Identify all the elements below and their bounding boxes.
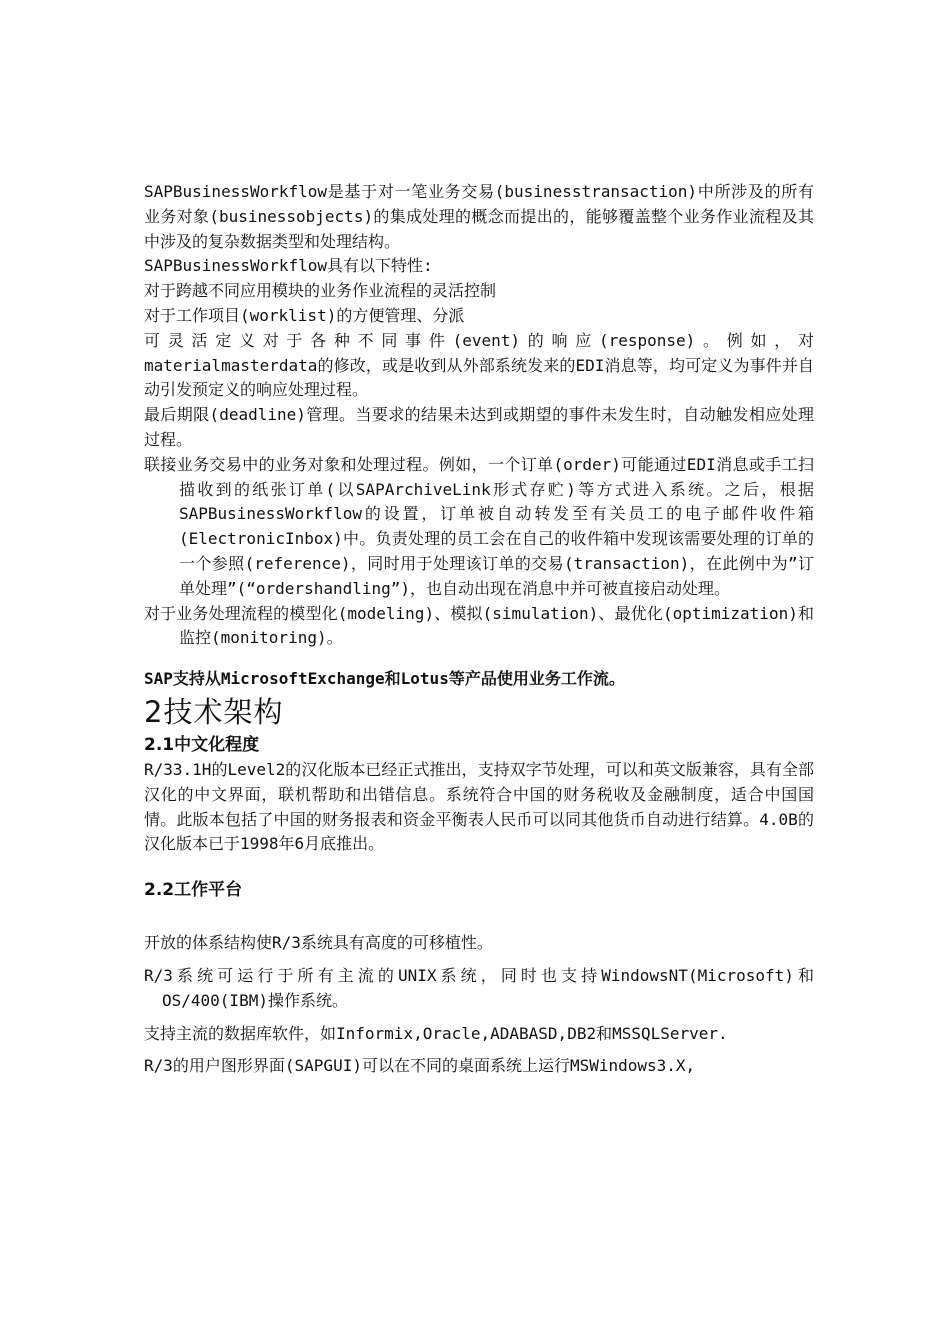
feature-item-2: 对于工作项目(worklist)的方便管理、分派 (144, 305, 465, 325)
document-page (144, 180, 814, 1079)
section-heading-2: 2技术架构 (144, 694, 284, 729)
section-heading-2-1: 2.1中文化程度 (144, 734, 260, 755)
feature-item-5: 联接业务交易中的业务对象和处理过程。例如，一个订单(order)可能通过EDI消息或手工扫描收到的纸张订单(以SAPArchiveLink形式存贮)等方式进入系统。之后，根据SAPBusinessWorkflow的设置，订单被自动转发至有关员工的电子邮件收件箱(ElectronicInbox)中。负责处理的员工会在自己的收件箱中发现该需要处理的订单的一个参照(reference)，同时用于处理该订单的交易(transaction)，在此例中为”订单处理”(“ordershandling”)，也自动出现在消息中并可被直接启动处理。 (144, 454, 814, 598)
intro-paragraph: SAPBusinessWorkflow是基于对一笔业务交易(businesstransaction)中所涉及的所有业务对象(businessobjects)的集成处理的概念而提出的，能够覆盖整个业务作业流程及其中涉及的复杂数据类型和处理结构。 (144, 182, 814, 251)
section-2-1-body: R/33.1H的Level2的汉化版本已经正式推出，支持双字节处理，可以和英文版兼容，具有全部汉化的中文界面，联机帮助和出错信息。系统符合中国的财务税收及金融制度，适合中国国情。此版本包括了中国的财务报表和资金平衡表人民币可以同其他货币自动进行结算。4.0B的汉化版本已于1998年6月底推出。 (144, 759, 814, 854)
platform-paragraph-4: R/3的用户图形界面(SAPGUI)可以在不同的桌面系统上运行MSWindows3.X, (144, 1056, 696, 1076)
feature-item-4: 最后期限(deadline)管理。当要求的结果未达到或期望的事件未发生时，自动触发相应处理过程。 (144, 405, 814, 449)
platform-paragraph-3: 支持主流的数据库软件，如Informix,Oracle,ADABASD,DB2和MSSQLServer. (144, 1023, 728, 1043)
feature-item-1: 对于跨越不同应用模块的业务作业流程的灵活控制 (144, 281, 497, 301)
section-heading-2-2: 2.2工作平台 (144, 880, 243, 901)
feature-item-6: 对于业务处理流程的模型化(modeling)、模拟(simulation)、最优化(optimization)和监控(monitoring)。 (144, 603, 814, 648)
support-statement: SAP支持从MicrosoftExchange和Lotus等产品使用业务工作流。 (144, 669, 625, 689)
platform-paragraph-2: R/3系统可运行于所有主流的UNIX系统，同时也支持WindowsNT(Microsoft)和OS/400(IBM)操作系统。 (144, 965, 814, 1010)
feature-item-3: 可灵活定义对于各种不同事件(event)的响应(response)。例如，对materialmasterdata的修改，或是收到从外部系统发来的EDI消息等，均可定义为事件并自动引发预定义的响应处理过程。 (144, 330, 814, 400)
features-lead: SAPBusinessWorkflow具有以下特性: (144, 256, 433, 276)
platform-paragraph-1: 开放的体系结构使R/3系统具有高度的可移植性。 (144, 933, 493, 953)
